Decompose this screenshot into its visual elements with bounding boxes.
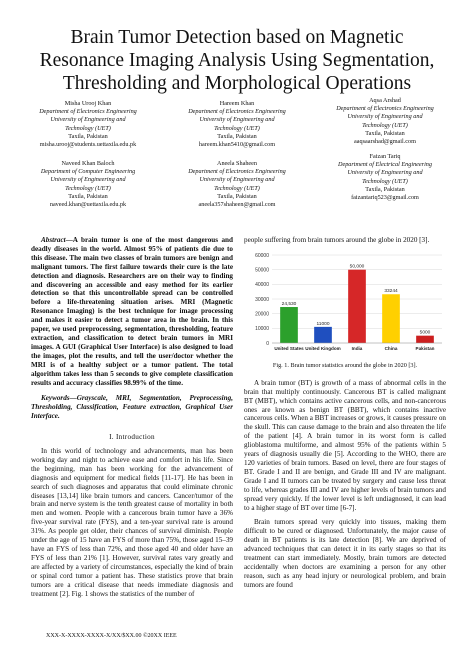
author-card [13,100,163,149]
bar [416,336,434,343]
x-tick-label: Pakistan [415,345,435,351]
abstract [31,236,233,387]
x-tick-label: United States [274,345,304,351]
author-university: University of Engineering and [347,169,423,177]
author-email: faizantariq523@gmail.com [351,194,419,202]
author-name: Misha Urooj Khan [64,100,112,107]
title-line: Resonance Imaging Analysis Using Segmentation, [39,50,435,71]
page-footer: XXX-X-XXXX-XXXX-X/XX/$XX.00 ©20XX IEEE [46,633,177,639]
figure-1 [244,249,446,359]
keywords-lead: Keywords [41,394,70,403]
author-card [13,160,163,209]
author-university: Technology (UET) [214,184,260,192]
data-label: 33244 [384,289,398,295]
title-line: Thresholding and Morphological Operations [62,73,412,94]
author-university: University of Engineering and [50,116,126,124]
y-tick-label: 50000 [255,267,269,274]
author-block [0,0,474,260]
x-tick-label: China [384,345,398,351]
author-department: Department of Electronics Engineering [188,168,286,176]
bar [348,270,366,343]
author-university: University of Engineering and [347,113,423,121]
y-tick-label: 30000 [255,296,269,303]
data-label: 5000 [419,330,431,336]
bar [314,327,332,343]
author-university: Technology (UET) [214,124,260,132]
right-column [244,236,446,590]
data-label: 50,000 [349,264,365,270]
author-university: University of Engineering and [50,176,126,184]
author-university: Technology (UET) [65,184,111,192]
body-paragraph: Brain tumors spread very quickly into tissues, making them difficult to be cured or diagnosed. Unfortunately, the major cause of death in BT patients is its late detection [8]. We are deprived of advanced techniques that can detect it in its early stages so that its treatment can start immediately. Mostly, brain tumors are detected accidentally when doctors are examining a person for any other reason, such as any head injury or neurological problem, and brain tumors are found [244,518,446,589]
y-tick-label: 10000 [255,326,269,333]
author-card [162,160,312,209]
data-label: 11000 [316,321,330,327]
author-department: Department of Electronics Engineering [188,108,286,116]
author-city: Taxila, Pakistan [217,192,257,200]
y-tick-label: 0 [266,340,269,347]
bar-chart [244,249,446,359]
author-city: Taxila, Pakistan [68,192,108,200]
body-paragraph: In this world of technology and advancements, man has been working day and night to achieve ease and comfort in his life. Since the beginning, man has been working for the advancement of diagnosis and equipment for medical fields [11-17]. He has been in search of such diagnoses and apparatus that could eliminate chronic diseases [13,14] like brain tumors and cancers. Cancer/tumor of the brain and nerve system is the tenth greatest cause of mortality in both men and women. People with a cancerous brain tumor have a 36% five-year survival rate (FYS), and a ten-year survival rate is around 31%. As people get older, their chances of survival diminish. People under the age of 15 have an FYS of more than 75%, those aged 15–39 have an FYS of less than 72%, and those aged 40 and older have an FYS of less than 21% [1]. However, survival rates vary greatly and are affected by a variety of circumstances, especially the kind of brain or spinal cord tumor a patient has. These statistics prove that brain tumors are a critical disease that needs immediate diagnosis and treatment [2]. Fig. 1 shows the statistics of the number of [31,447,233,598]
author-university: University of Engineering and [199,116,275,124]
author-name: Faizan Tariq [369,153,401,160]
keywords [31,394,233,421]
author-name: Hareem Khan [219,100,255,107]
left-column [31,236,233,598]
abstract-text: —A brain tumor is one of the most dangerous and deadly diseases in the world. Almost 95% of patients die due to this disease. The main two classes of brain tumors are benign and malignant tumors. The first failure towards their cure is the late detection and diagnosis. Researchers are on their way to finding and discovering an accessible and easy method for its earlier detection so that this uncontrollable spread can be controlled before a life-threatening situation arises. MRI (Magnetic Resonance Imaging) is the best technique for image processing and makes it easier to detect a tumor area in the brain. In this paper, we used preprocessing, segmentation, thresholding, feature extraction, and classification to detect brain tumors in MRI images. A GUI (Graphical User Interface) is also designed to load the images, plot the results, and tell the user/doctor whether the MRI is of a healthy subject or a tumor patient. The total algorithm takes less than 5 seconds to give complete classification results and accuracy classifies 98.99% of the time. [31,236,233,387]
title-line: Brain Tumor Detection based on Magnetic [70,27,404,48]
author-name: Aneela Shaheen [216,160,258,167]
author-email: naveed.khan@uettaxila.edu.pk [49,201,127,209]
author-name: Naveed Khan Baloch [61,160,115,167]
author-email: aaqsaarshad@gmail.com [354,138,416,146]
author-university: University of Engineering and [199,176,275,184]
author-card [162,100,312,149]
abstract-lead: Abstract [41,236,66,244]
author-email: aneela357shaheen@gmail.com [198,201,276,209]
y-tick-label: 60000 [255,252,269,259]
author-city: Taxila, Pakistan [68,132,108,140]
author-card [310,153,460,202]
author-university: Technology (UET) [65,124,111,132]
x-tick-label: United Kingdom [305,345,341,351]
y-tick-label: 40000 [255,282,269,289]
bar [280,307,298,343]
author-department: Department of Electronics Engineering [336,105,434,113]
y-tick-label: 20000 [255,311,269,318]
author-university: Technology (UET) [362,177,408,185]
author-email: misha.urooj@students.uettaxila.edu.pk [39,141,137,149]
author-city: Taxila, Pakistan [217,132,257,140]
author-city: Taxila, Pakistan [365,185,405,193]
body-paragraph: people suffering from brain tumors around the globe in 2020 [3]. [244,236,430,244]
author-city: Taxila, Pakistan [365,129,405,137]
data-label: 24,530 [281,301,297,307]
author-card [310,97,460,146]
author-university: Technology (UET) [362,121,408,129]
author-department: Department of Electrical Engineering [338,161,432,169]
x-tick-label: India [351,345,363,351]
author-name: Aqsa Arshad [369,97,401,104]
keywords-text: —Grayscale, MRI, Segmentation, Preprocessing, Thresholding, Classification, Feature extraction, Graphical User Interface. [31,394,233,421]
author-department: Department of Electronics Engineering [39,108,137,116]
body-paragraph: A brain tumor (BT) is growth of a mass of abnormal cells in the brain that multiply continuously. Cancerous BT is called malignant BT (MBT), which contains active cancerous cells, and non-cancerous ones are known as benign BT (BBT), which contains inactive cancerous cells. When a BBT increases or grows, it causes pressure on the skull. This can cause damage to the brain and also threaten the life of the patient [4]. A brain tumor in its worst form is called glioblastoma multiforme, and almost 95% of the patients within 5 years of diagnosis usually die [5]. According to the WHO, there are 120 varieties of brain tumors. Based on level, there are four stages of BT. Grade I and II are benign, and Grade III and IV are malignant. Grade I and II tumors can be treated by surgery and cause less threat to life, whereas grades III and IV are higher levels of brain tumors and spread very quickly. If the lower level is left undiagnosed, it can lead to a higher stage of BT over time [6-7]. [244,378,446,512]
author-department: Department of Computer Engineering [40,168,136,176]
figure-caption: Fig. 1. Brain tumor statistics around the globe in 2020 [3]. [272,361,418,369]
author-email: hareem.khan5410@gmail.com [198,141,276,149]
section-heading: I. Introduction [109,433,155,442]
bar [382,294,400,343]
